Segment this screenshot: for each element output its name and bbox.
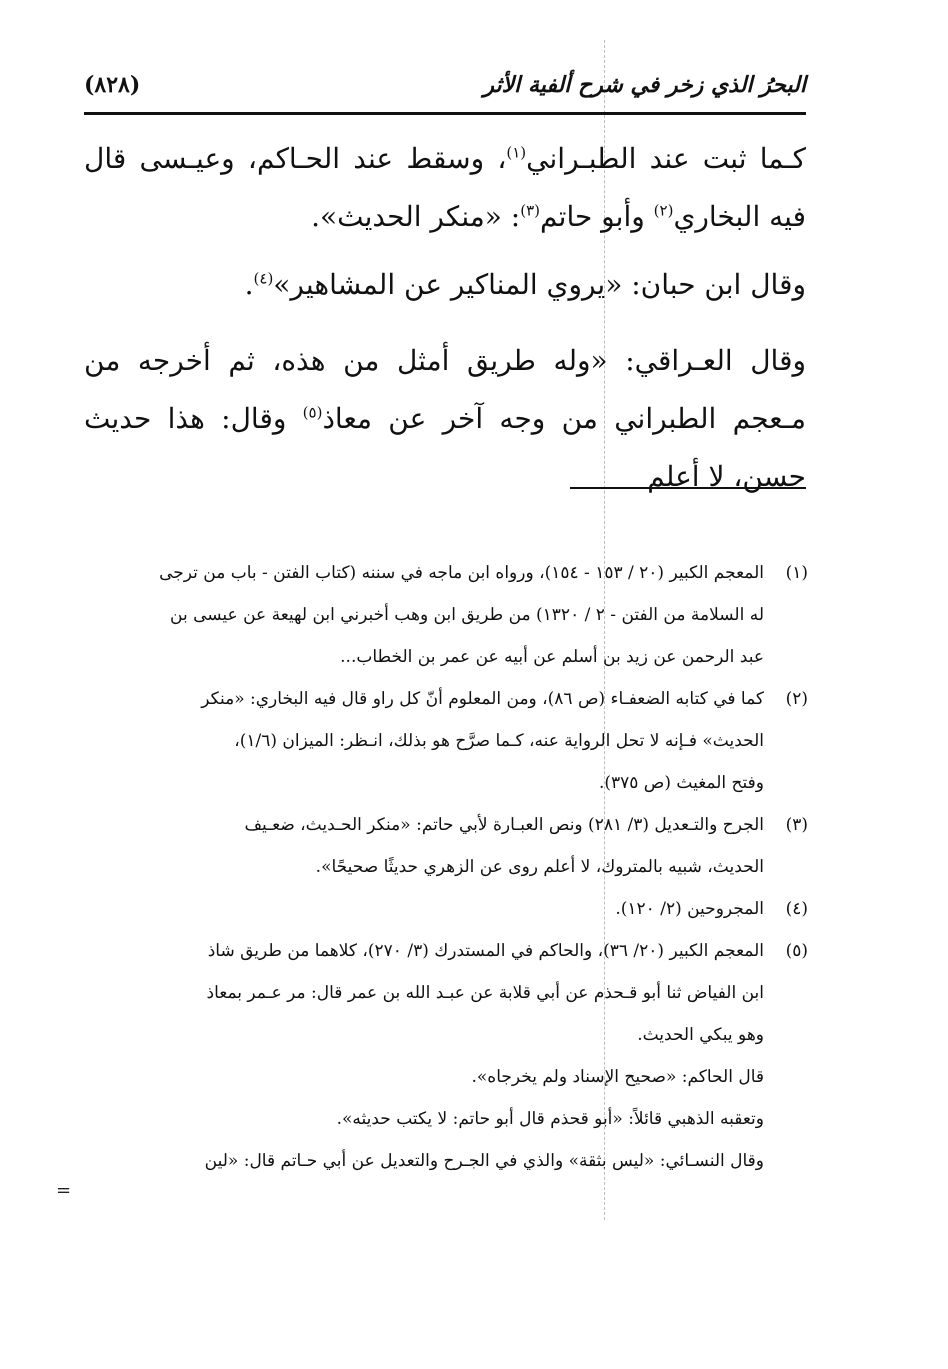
footnote-line: له السلامة من الفتن - ٢ / ١٣٢٠) من طريق ابن وهب أخبرني ابن لهيعة عن عيسى بن: [170, 605, 764, 625]
footnote-line: الحديث» فـإنه لا تحل الرواية عنه، كـما صرَّح هو بذلك، انـظر: الميزان (١/٦)،: [234, 731, 764, 751]
footnote-line: الحديث، شبيه بالمتروك، لا أعلم روى عن الزهري حديثًا صحيحًا».: [315, 857, 764, 877]
footnote-separator: [570, 487, 806, 489]
paragraph-3: [84, 332, 806, 506]
footnote-line: وتعقبه الذهبي قائلاً: «أبو قحذم قال أبو حاتم: لا يكتب حديثه».: [336, 1109, 764, 1129]
footnote-line: وهو يبكي الحديث.: [637, 1025, 764, 1045]
footnote-4: [86, 888, 808, 930]
text-run: كـما ثبت عند الطبـراني: [526, 142, 806, 175]
footnote-ref-4: (٤): [253, 269, 274, 288]
paragraph-1: [84, 130, 806, 246]
footnote-5: [86, 930, 808, 972]
running-header: [84, 68, 806, 108]
footnote-line: وقال النسـائي: «ليس بثقة» والذي في الجـرح والتعديل عن أبي حـاتم قال: «لين: [204, 1151, 764, 1171]
footnote-ref-5: (٥): [302, 403, 323, 422]
footnotes: [86, 552, 808, 1182]
book-title: البحرُ الذي زخر في شرح ألفية الأثر: [483, 72, 806, 98]
footnote-number: (٣): [785, 815, 808, 835]
continuation-mark: =: [56, 1180, 72, 1201]
footnote-line: الجرح والتـعديل (٣/ ٢٨١) ونص العبـارة لأبي حاتم: «منكر الحـديث، ضعـيف: [244, 815, 764, 835]
footnote-3: [86, 804, 808, 846]
footnote-2: [86, 678, 808, 720]
main-text: [84, 130, 806, 506]
text-run: وقال ابن حبان: «يروي المناكير عن المشاهير»: [273, 268, 806, 301]
footnote-line: وفتح المغيث (ص ٣٧٥).: [598, 773, 764, 793]
text-run: ، وسقط عند الحـاكم، وعيـسى قال فيه البخاري: [84, 142, 806, 233]
text-run: وأبو حاتم: [540, 200, 654, 233]
footnote-line: قال الحاكم: «صحيح الإسناد ولم يخرجاه».: [471, 1067, 764, 1087]
text-run: وقال: هذا حديث حسن، لا أعلم: [84, 402, 806, 493]
footnote-line: عبد الرحمن عن زيد بن أسلم عن أبيه عن عمر بن الخطاب...: [340, 647, 764, 667]
footnote-number: (٢): [785, 689, 808, 709]
header-rule: [84, 112, 806, 115]
footnote-number: (١): [785, 563, 808, 583]
text-run: .: [244, 268, 254, 301]
footnote-line: المجروحين (٢/ ١٢٠).: [615, 899, 764, 919]
footnote-ref-3: (٣): [520, 201, 541, 220]
footnote-number: (٤): [785, 899, 808, 919]
text-run: وقال العـراقي: «وله طريق أمثل من هذه، ثم أخرجه من مـعجم الطبراني من وجه آخر عن معاذ: [84, 344, 806, 435]
page-number: (٨٢٨): [84, 72, 141, 98]
footnote-line: كما في كتابه الضعفـاء (ص ٨٦)، ومن المعلوم أنّ كل راو قال فيه البخاري: «منكر: [201, 689, 764, 709]
footnote-ref-1: (١): [506, 143, 527, 162]
footnote-line: المعجم الكبير (٢٠ / ١٥٣ - ١٥٤)، ورواه ابن ماجه في سننه (كتاب الفتن - باب من ترجى: [159, 563, 764, 583]
footnote-1: [86, 552, 808, 594]
footnote-number: (٥): [785, 941, 808, 961]
footnote-ref-2: (٢): [653, 201, 674, 220]
footnote-line: المعجم الكبير (٢٠/ ٣٦)، والحاكم في المستدرك (٣/ ٢٧٠)، كلاهما من طريق شاذ: [207, 941, 764, 961]
paragraph-2: [84, 256, 806, 314]
footnote-line: ابن الفياض ثنا أبو قـحذم عن أبي قلابة عن عبـد الله بن عمر قال: مر عـمر بمعاذ: [206, 983, 764, 1003]
text-run: : «منكر الحديث».: [311, 200, 521, 233]
